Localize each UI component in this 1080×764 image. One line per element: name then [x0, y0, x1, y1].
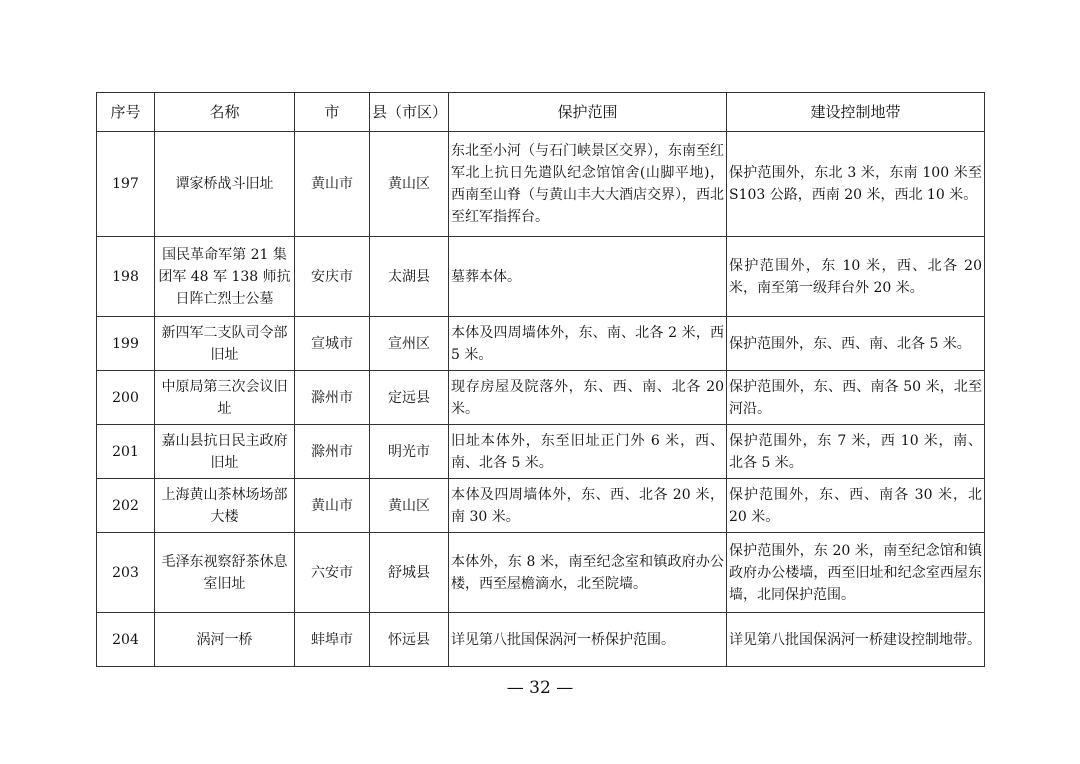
cell-protect: 本体及四周墙体外，东、西、北各 20 米，南 30 米。 [449, 479, 727, 533]
cell-control: 保护范围外，东、西、南各 50 米，北至河沿。 [727, 371, 985, 425]
cell-control: 保护范围外，东、西、南、北各 5 米。 [727, 317, 985, 371]
page-number: — 32 — [506, 678, 574, 698]
cell-no: 200 [97, 371, 155, 425]
cell-county: 定远县 [370, 371, 449, 425]
cell-protect: 本体外，东 8 米，南至纪念室和镇政府办公楼，西至屋檐滴水，北至院墙。 [449, 533, 727, 613]
cell-county: 黄山区 [370, 132, 449, 237]
header-name: 名称 [155, 93, 295, 132]
cell-no: 201 [97, 425, 155, 479]
header-control: 建设控制地带 [727, 93, 985, 132]
cell-name: 嘉山县抗日民主政府旧址 [155, 425, 295, 479]
cell-no: 204 [97, 613, 155, 667]
cell-city: 滁州市 [295, 371, 370, 425]
header-city: 市 [295, 93, 370, 132]
table-row [97, 533, 985, 613]
cell-county: 黄山区 [370, 479, 449, 533]
cell-county: 舒城县 [370, 533, 449, 613]
table-row [97, 132, 985, 237]
cell-county: 怀远县 [370, 613, 449, 667]
cell-name: 中原局第三次会议旧址 [155, 371, 295, 425]
cell-protect: 本体及四周墙体外，东、南、北各 2 米，西 5 米。 [449, 317, 727, 371]
cell-control: 详见第八批国保涡河一桥建设控制地带。 [727, 613, 985, 667]
table-row [97, 237, 985, 317]
cell-control: 保护范围外，东、西、南各 30 米，北 20 米。 [727, 479, 985, 533]
table-row [97, 425, 985, 479]
cell-protect: 墓葬本体。 [449, 237, 727, 317]
cell-county: 太湖县 [370, 237, 449, 317]
cell-control: 保护范围外，东北 3 米，东南 100 米至 S103 公路，西南 20 米，西北 10 米。 [727, 132, 985, 237]
cell-name: 毛泽东视察舒茶休息室旧址 [155, 533, 295, 613]
cell-protect: 现存房屋及院落外，东、西、南、北各 20 米。 [449, 371, 727, 425]
cell-no: 197 [97, 132, 155, 237]
table-row [97, 371, 985, 425]
cell-name: 谭家桥战斗旧址 [155, 132, 295, 237]
cell-city: 滁州市 [295, 425, 370, 479]
cell-county: 明光市 [370, 425, 449, 479]
cell-control: 保护范围外，东 10 米，西、北各 20 米，南至第一级拜台外 20 米。 [727, 237, 985, 317]
cell-control: 保护范围外，东 7 米，西 10 米，南、北各 5 米。 [727, 425, 985, 479]
cell-control: 保护范围外，东 20 米，南至纪念馆和镇政府办公楼墙，西至旧址和纪念室西屋东墙，北同保护范围。 [727, 533, 985, 613]
cell-name: 国民革命军第 21 集团军 48 军 138 师抗日阵亡烈士公墓 [155, 237, 295, 317]
cell-protect: 详见第八批国保涡河一桥保护范围。 [449, 613, 727, 667]
cell-city: 安庆市 [295, 237, 370, 317]
cell-name: 新四军二支队司令部旧址 [155, 317, 295, 371]
cell-protect: 东北至小河（与石门峡景区交界），东南至红军北上抗日先遣队纪念馆馆舍(山脚平地)，西南至山脊（与黄山丰大大酒店交界），西北至红军指挥台。 [449, 132, 727, 237]
cell-no: 199 [97, 317, 155, 371]
cell-city: 黄山市 [295, 479, 370, 533]
cell-city: 黄山市 [295, 132, 370, 237]
header-protect: 保护范围 [449, 93, 727, 132]
table-row [97, 479, 985, 533]
cell-name: 涡河一桥 [155, 613, 295, 667]
table-header-row [97, 93, 985, 132]
table-row [97, 613, 985, 667]
header-county: 县（市区） [370, 93, 449, 132]
cell-county: 宣州区 [370, 317, 449, 371]
cell-name: 上海黄山茶林场场部大楼 [155, 479, 295, 533]
table-row [97, 317, 985, 371]
cell-no: 203 [97, 533, 155, 613]
cell-no: 202 [97, 479, 155, 533]
heritage-table [96, 92, 985, 667]
cell-city: 蚌埠市 [295, 613, 370, 667]
cell-city: 宣城市 [295, 317, 370, 371]
header-no: 序号 [97, 93, 155, 132]
cell-city: 六安市 [295, 533, 370, 613]
cell-protect: 旧址本体外，东至旧址正门外 6 米，西、南、北各 5 米。 [449, 425, 727, 479]
cell-no: 198 [97, 237, 155, 317]
